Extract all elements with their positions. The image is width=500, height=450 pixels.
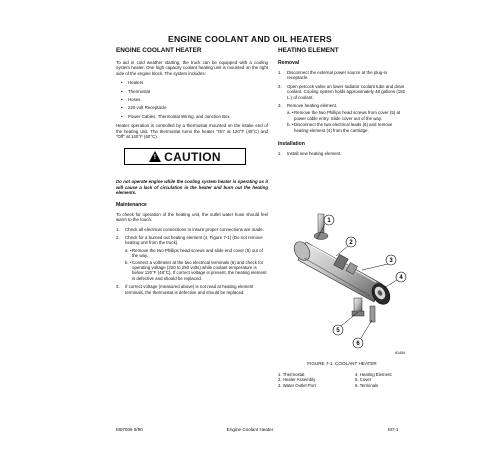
legend-item: 5. Cover	[355, 377, 372, 383]
lower-fittings	[352, 298, 375, 322]
legend-item: 3. Water Outlet Port	[278, 382, 316, 388]
legend-item: 2. Heater Assembly	[278, 377, 316, 383]
list-item: • 220 volt Receptacle	[116, 105, 268, 110]
footer-page-number: M7-1	[388, 427, 399, 432]
callout-4	[396, 272, 406, 282]
svg-text:2: 2	[349, 240, 353, 246]
list-item: 3. Remove heating element. • a. Remove the two Phillips head screws from cover (5) at power cable entry. Slide cover out of the way. • b. Disconnect the two electrical leads (6) and remove heating element (4) from the cartridge.	[278, 103, 406, 133]
section-heading-coolant-heater: ENGINE COOLANT HEATER	[116, 47, 202, 54]
figure-legend-left	[278, 372, 316, 388]
list-item: • a. Remove the two Phillips head screws from cover (5) at power cable entry. Slide cover out of the way.	[287, 110, 406, 121]
list-item: 1. Check all electrical connections to insure proper connections are made.	[116, 226, 264, 232]
svg-text:1: 1	[327, 218, 331, 224]
callout-3	[386, 255, 396, 265]
list-item: • Heaters	[116, 80, 268, 85]
figure-caption: FIGURE 7-1. COOLANT HEATER	[307, 361, 377, 366]
callout-5	[333, 325, 343, 335]
figure-code: 61404	[395, 351, 405, 355]
list-item: 2. Open petcock valve on lower radiator coolant tube and drain coolant. Cooling system holds approximately 48 gallons (182 L.) of coolant.	[278, 83, 406, 100]
caution-label: CAUTION	[164, 149, 221, 164]
legend-item: 1. Thermostat	[278, 372, 305, 377]
heater-assembly	[291, 239, 382, 302]
callout-6	[353, 338, 363, 348]
list-item: • a. Remove the two Phillips head screws and slide end cover (5) out of the way.	[125, 248, 268, 259]
maintenance-steps	[116, 227, 268, 295]
components-list	[116, 80, 268, 119]
svg-text:4: 4	[399, 275, 403, 281]
list-item: • b. Connect a voltmeter at the two electrical terminals (6) and check for operating voltage (220 to 250 volts) while coolant temperature is below 120°F (48°C). If correct voltage is present, the heating element is defective and should be replaced.	[125, 260, 268, 282]
list-item: 2. Check for a burned out heating element (4, Figure 7-1) (Do not remove heating unit from the truck). • a. Remove the two Phillips head screws and slide end cover (5) out of the way. • b. Connect a voltmeter at the two electrical terminals (6) and check for operating voltage (220 to 250 volts) while coolant temperature is below 120°F (48°C). If correct voltage is present, the heating element is defective and should be replaced.	[116, 235, 268, 281]
list-item: • Power Cables, Thermostat Wiring, and Junction Box	[116, 114, 268, 119]
maintenance-intro: To check for operation of the heating unit, the outlet water hose should feel warm to the touch.	[116, 211, 268, 223]
callout-2	[346, 237, 356, 247]
removal-steps	[278, 70, 406, 133]
caution-box	[124, 148, 246, 165]
svg-text:6: 6	[356, 341, 360, 347]
coolant-heater-figure	[284, 212, 412, 357]
footer-doc-id: M07006 9/90	[116, 427, 143, 432]
installation-heading: Installation	[278, 141, 305, 148]
section-heading-heating-element: HEATING ELEMENT	[278, 47, 339, 54]
list-item: 1. Disconnect the external power source at the plug-in receptacle.	[278, 70, 388, 81]
legend-item: 4. Heating Element	[355, 372, 392, 377]
list-item: • b. Disconnect the two electrical leads (6) and remove heating element (4) from the cartridge.	[287, 122, 406, 133]
warning-text: Do not operate engine while the cooling system heater is operating as it will cause a lack of circulation in the heater and burn out the heating elements.	[116, 179, 268, 196]
svg-text:5: 5	[336, 328, 340, 334]
svg-text:3: 3	[389, 258, 393, 264]
callout-1	[324, 215, 334, 225]
intro-paragraph: To aid in cold weather starting, the truck can be equipped with a cooling system heater. One high capacity coolant heating unit is mounted on the right side of the engine block. The system includes:	[116, 60, 268, 76]
sub-steps	[125, 248, 268, 281]
left-column	[116, 47, 268, 299]
list-item: • Hoses	[116, 97, 268, 102]
list-item: 1. Install new heating element.	[278, 151, 342, 157]
installation-steps	[278, 151, 406, 156]
list-item: 3. If correct voltage (measured above) is not read at heating element terminals, the thermostat is defective and should be replaced.	[116, 284, 254, 295]
figure-legend-right	[355, 372, 392, 388]
removal-heading: Removal	[278, 60, 300, 66]
legend-item: 6. Terminals	[355, 382, 379, 388]
sub-steps	[287, 110, 406, 133]
thermostat-paragraph: Heater operation is controlled by a thermostat mounted on the intake end of the heating unit. The thermostat turns the heater "On" at 120°F (48°C) and "Off" at 140°F (60°C).	[116, 123, 268, 140]
right-column	[278, 47, 406, 160]
warning-triangle-icon: !	[149, 151, 161, 162]
list-item: • Thermostat	[116, 89, 268, 94]
footer-section: Engine Coolant Heater	[226, 427, 274, 432]
maintenance-heading: Maintenance	[116, 201, 147, 208]
page-title: ENGINE COOLANT AND OIL HEATERS	[168, 34, 332, 44]
